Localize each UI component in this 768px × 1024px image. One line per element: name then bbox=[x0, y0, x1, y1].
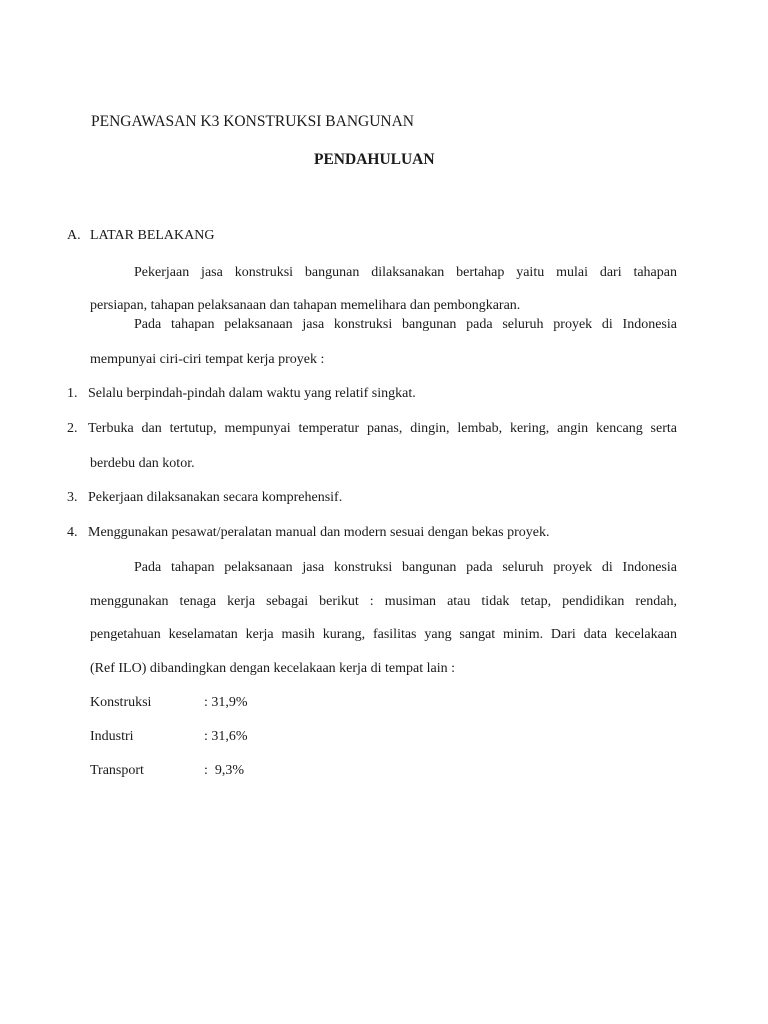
paragraph-2-line-2: mempunyai ciri-ciri tempat kerja proyek : bbox=[90, 352, 325, 367]
list-item-text: Menggunakan pesawat/peralatan manual dan modern sesuai dengan bekas proyek. bbox=[88, 525, 550, 540]
document-title: PENGAWASAN K3 KONSTRUKSI BANGUNAN bbox=[91, 113, 414, 130]
stat-label: Transport bbox=[90, 763, 144, 778]
stat-label: Industri bbox=[90, 729, 134, 744]
section-heading: LATAR BELAKANG bbox=[90, 228, 215, 243]
section-number: A. bbox=[67, 228, 81, 243]
paragraph-3-line-3: pengetahuan keselamatan kerja masih kurang, fasilitas yang sangat minim. Dari data kecelakaan bbox=[90, 627, 677, 642]
chapter-title: PENDAHULUAN bbox=[314, 151, 435, 168]
list-item-number: 2. bbox=[67, 421, 78, 436]
list-item-number: 1. bbox=[67, 386, 78, 401]
stat-value: : 9,3% bbox=[204, 763, 245, 778]
list-item-text: Pekerjaan dilaksanakan secara komprehensif. bbox=[88, 490, 343, 505]
paragraph-3-line-2: menggunakan tenaga kerja sebagai berikut : musiman atau tidak tetap, pendidikan rendah, bbox=[90, 594, 677, 609]
paragraph-3-line-4: (Ref ILO) dibandingkan dengan kecelakaan kerja di tempat lain : bbox=[90, 661, 456, 676]
stat-value: : 31,9% bbox=[204, 695, 248, 710]
list-item-number: 3. bbox=[67, 490, 78, 505]
paragraph-1-line-2: persiapan, tahapan pelaksanaan dan tahapan memelihara dan pembongkaran. bbox=[90, 298, 521, 313]
paragraph-1-line-1: Pekerjaan jasa konstruksi bangunan dilaksanakan bertahap yaitu mulai dari tahapan bbox=[134, 265, 677, 280]
list-item-number: 4. bbox=[67, 525, 78, 540]
stat-label: Konstruksi bbox=[90, 695, 152, 710]
list-item-text-continued: berdebu dan kotor. bbox=[90, 456, 195, 471]
list-item-text: Selalu berpindah-pindah dalam waktu yang relatif singkat. bbox=[88, 386, 416, 401]
paragraph-2-line-1: Pada tahapan pelaksanaan jasa konstruksi bangunan pada seluruh proyek di Indonesia bbox=[134, 317, 677, 332]
list-item-text: Terbuka dan tertutup, mempunyai temperatur panas, dingin, lembab, kering, angin kencang serta bbox=[88, 421, 677, 436]
stat-value: : 31,6% bbox=[204, 729, 248, 744]
paragraph-3-line-1: Pada tahapan pelaksanaan jasa konstruksi bangunan pada seluruh proyek di Indonesia bbox=[134, 560, 677, 575]
